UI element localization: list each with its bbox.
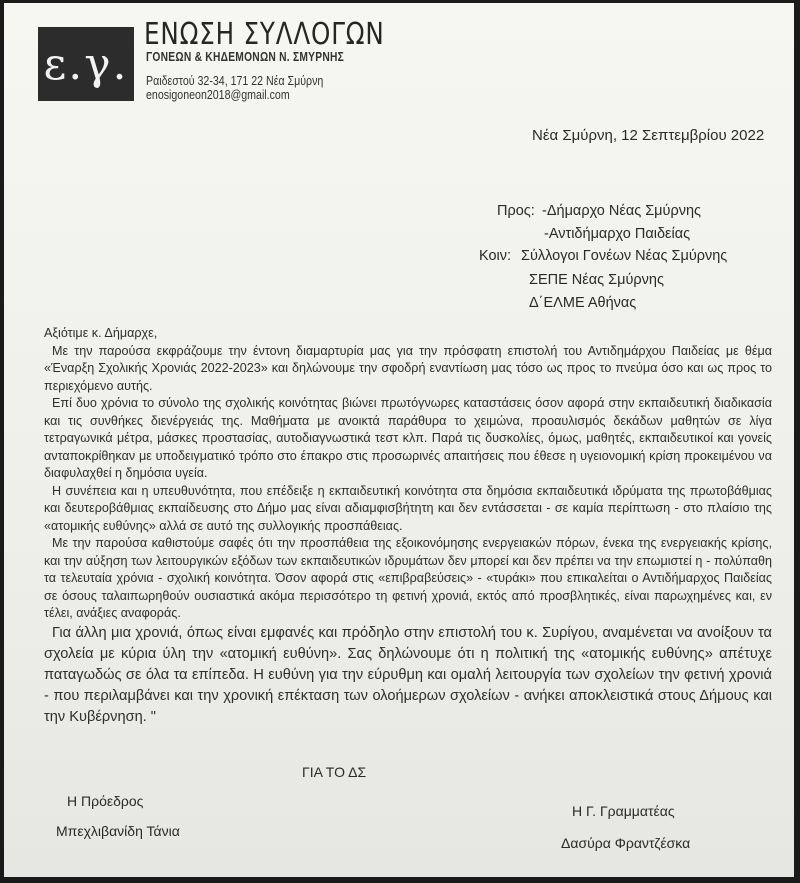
logo-mark: ε.γ. bbox=[43, 38, 129, 90]
paragraph-5: Για άλλη μια χρονιά, όπως είναι εμφανές και πρόδηλο στην επιστολή του κ. Συρίγου, αναμένεται να ανοίξουν τα σχολεία με κύρια ύλη την «ατομική ευθύνη». Σας δηλώνουμε ότι η πολιτική της «ατομικής ευθύνης» απέτυχε παταγωδώς σε όλα τα επίπεδα. Η ευθύνη για την εύρυθμη και ομαλή λειτουργία των σχολείων την φετινή χρονιά - που περιλαμβάνει και την χρονική επέκταση των ολοήμερων σχολείων - ανήκει αποκλειστικά στους Δήμους και την Κυβέρνηση. " bbox=[44, 624, 772, 725]
recipient-mayor: -Δήμαρχο Νέας Σμύρνης bbox=[542, 203, 702, 219]
organization-logo bbox=[38, 27, 134, 101]
letter-page bbox=[4, 3, 794, 877]
cc-parent-associations: Σύλλογοι Γονέων Νέας Σμύρνης bbox=[521, 248, 728, 264]
cc-sepe: ΣΕΠΕ Νέας Σμύρνης bbox=[529, 272, 664, 288]
paragraph-3: Η συνέπεια και η υπευθυνότητα, που επέδειξε η εκπαιδευτική κοινότητα στα δημόσια εκπαιδευτικά ιδρύματα της πρωτοβάθμιας και δευτεροβάθμιας εκπαίδευσης στο Δήμο μας είναι αδιαμφισβήτητη και δεν εντάσσεται - σε καμία περίπτωση - στο πλαίσιο της «ατομικής ευθύνης» αλλά σε αυτό της συλλογικής προσπάθειας. bbox=[44, 483, 772, 533]
paragraph-2: Επί δυο χρόνια το σύνολο της σχολικής κοινότητας βιώνει πρωτόγνωρες καταστάσεις όσον αφορά στην εκπαιδευτική διαδικασία και τις συνθήκες διενέργειάς της. Μαθήματα με ανοικτά παράθυρα το χειμώνα, προαυλισμός δεκάδων μαθητών σε λίγα τετραγωνικά μέτρα, μάσκες προστασίας, αυτοδιαγνωστικά τεστ κλπ. Παρά τις δυσκολίες, όμως, μαθητές, εκπαιδευτικοί και γονείς ανταποκρίθηκαν με υποδειγματικό τρόπο στο έπακρο στις προσωρινές απαιτήσεις που έθεσε η υγειονομική κρίση προκειμένου να διαφυλαχθεί η δημόσια υγεία. bbox=[44, 396, 772, 480]
secretary-title: Η Γ. Γραμματέας bbox=[572, 803, 675, 819]
greeting: Αξιότιμε κ. Δήμαρχε, bbox=[44, 326, 158, 340]
organization-email: enosigoneon2018@gmail.com bbox=[146, 88, 290, 102]
president-name: Μπεχλιβανίδη Τάνια bbox=[56, 823, 180, 839]
cc-label: Κοιν: bbox=[479, 248, 512, 264]
paragraph-1: Με την παρούσα εκφράζουμε την έντονη διαμαρτυρία μας για την πρόσφατη επιστολή του Αντιδημάρχου Παιδείας με θέμα «Έναρξη Σχολικής Χρονιάς 2022-2023» και δηλώνουμε την σφοδρή εναντίωση μας τόσο ως προς το πνεύμα όσο και ως προς το περιεχόμενο αυτής. bbox=[44, 343, 772, 393]
letter-body bbox=[44, 325, 772, 728]
secretary-name: Δασύρα Φραντζέσκα bbox=[561, 835, 691, 851]
cc-elme: Δ΄ΕΛΜΕ Αθήνας bbox=[529, 295, 637, 311]
organization-address: Ραιδεστού 32-34, 171 22 Νέα Σμύρνη bbox=[146, 74, 324, 88]
organization-subtitle: ΓΟΝΕΩΝ & ΚΗΔΕΜΟΝΩΝ Ν. ΣΜΥΡΝΗΣ bbox=[146, 50, 345, 64]
letter-date: Νέα Σμύρνη, 12 Σεπτεμβρίου 2022 bbox=[532, 127, 765, 144]
paragraph-4: Με την παρούσα καθιστούμε σαφές ότι την προσπάθεια της εξοικονόμησης ενεργειακών πόρων, ένεκα της ενεργειακής κρίσης, και την αύξηση των λειτουργικών εξόδων των εκπαιδευτικών ιδρυμάτων δεν μπορεί και δεν πρέπει να την επωμιστεί η - πολύπαθη τα τελευταία χρόνια - σχολική κοινότητα. Όσον αφορά στις «επιβραβεύσεις» - «τυράκι» που επικαλείται ο Αντιδήμαρχος Παιδείας σε όσους ταλαιπωρηθούν ουσιαστικά ακόμα περισσότερο τη φετινή χρονιά, εκτός από προσβλητικές, είναι παρωχημένες και, εν τέλει, ανάξιες αναφοράς. bbox=[44, 536, 772, 620]
for-board-label: ΓΙΑ ΤΟ ΔΣ bbox=[302, 764, 367, 780]
organization-name: ΕΝΩΣΗ ΣΥΛΛΟΓΩΝ bbox=[144, 17, 385, 52]
to-label: Προς: bbox=[497, 203, 535, 219]
president-title: Η Πρόεδρος bbox=[67, 793, 144, 809]
recipient-deputy-mayor: -Αντιδήμαρχο Παιδείας bbox=[544, 226, 691, 242]
